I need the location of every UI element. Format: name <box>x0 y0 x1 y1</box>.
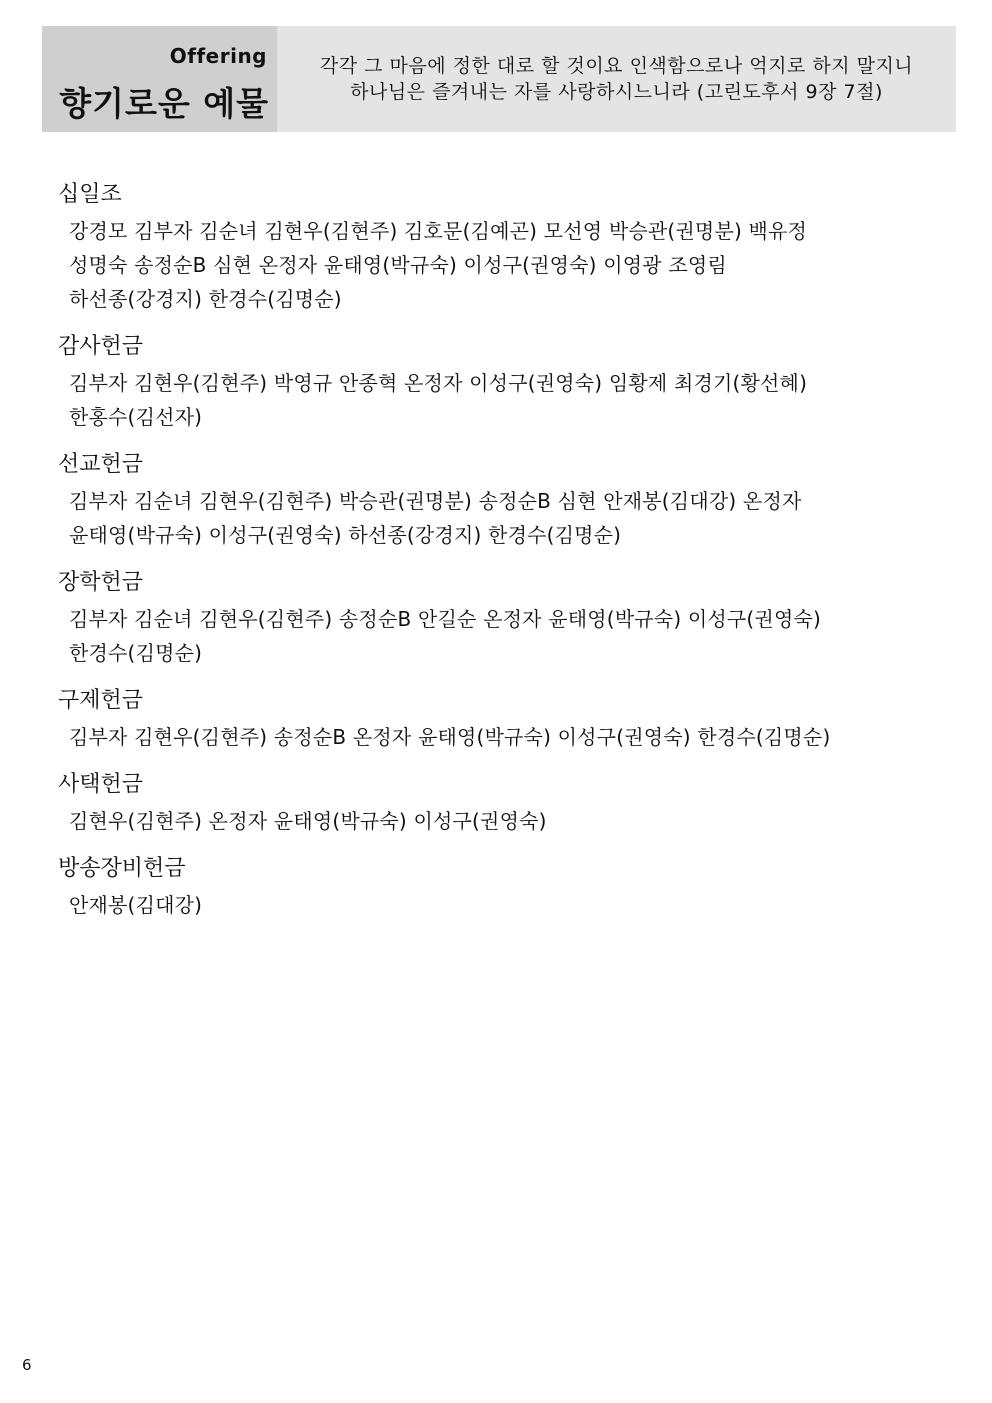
section-scholarship <box>58 566 938 670</box>
section-thanksgiving <box>58 330 938 434</box>
section-title: 감사헌금 <box>58 334 144 359</box>
name-line: 윤태영(박규숙) 이성구(권영숙) 하선종(강경지) 한경수(김명순) <box>69 523 622 547</box>
name-line: 성명숙 송정순B 심현 온정자 윤태영(박규숙) 이성구(권영숙) 이영광 조영림 <box>69 253 727 277</box>
name-line: 김현우(김현주) 온정자 윤태영(박규숙) 이성구(권영숙) <box>69 809 547 833</box>
name-line: 한경수(김명순) <box>69 641 203 665</box>
name-line: 김부자 김현우(김현주) 박영규 안종혁 온정자 이성구(권영숙) 임황제 최경기(황선혜) <box>69 371 808 395</box>
page-header <box>42 26 956 132</box>
name-line: 강경모 김부자 김순녀 김현우(김현주) 김호문(김예곤) 모선영 박승관(권명분) 백유정 <box>69 219 808 243</box>
section-title: 사택헌금 <box>58 772 144 797</box>
section-names <box>58 720 938 754</box>
name-line: 김부자 김순녀 김현우(김현주) 박승관(권명분) 송정순B 심현 안재봉(김대강) 온정자 <box>69 489 802 513</box>
section-names <box>58 484 938 552</box>
section-tithe <box>58 178 938 316</box>
section-title: 십일조 <box>58 182 122 207</box>
name-line: 한홍수(김선자) <box>69 405 203 429</box>
section-names <box>58 366 938 434</box>
title-korean: 향기로운 예물 <box>59 84 269 123</box>
section-names <box>58 804 938 838</box>
section-relief <box>58 684 938 754</box>
name-line: 김부자 김현우(김현주) 송정순B 온정자 윤태영(박규숙) 이성구(권영숙) 한경수(김명순) <box>69 725 831 749</box>
name-line: 김부자 김순녀 김현우(김현주) 송정순B 안길순 온정자 윤태영(박규숙) 이성구(권영숙) <box>69 607 821 631</box>
section-mission <box>58 448 938 552</box>
section-parsonage <box>58 768 938 838</box>
title-english: Offering <box>169 44 267 68</box>
section-title: 장학헌금 <box>58 570 144 595</box>
name-line: 하선종(강경지) 한경수(김명순) <box>69 287 342 311</box>
section-title: 방송장비헌금 <box>58 856 186 881</box>
title-box <box>42 26 277 132</box>
section-names <box>58 888 938 922</box>
section-names <box>58 602 938 670</box>
scripture-verse-box <box>277 26 956 132</box>
verse-line: 하나님은 즐겨내는 자를 사랑하시느니라 (고린도후서 9장 7절) <box>350 81 883 103</box>
page-number: 6 <box>22 1356 32 1374</box>
section-title: 선교헌금 <box>58 452 144 477</box>
name-line: 안재봉(김대강) <box>69 893 203 917</box>
section-title: 구제헌금 <box>58 688 144 713</box>
section-names <box>58 214 938 316</box>
offering-list <box>58 178 938 936</box>
verse-line: 각각 그 마음에 정한 대로 할 것이요 인색함으로나 억지로 하지 말지니 <box>319 55 914 77</box>
section-broadcast-equipment <box>58 852 938 922</box>
